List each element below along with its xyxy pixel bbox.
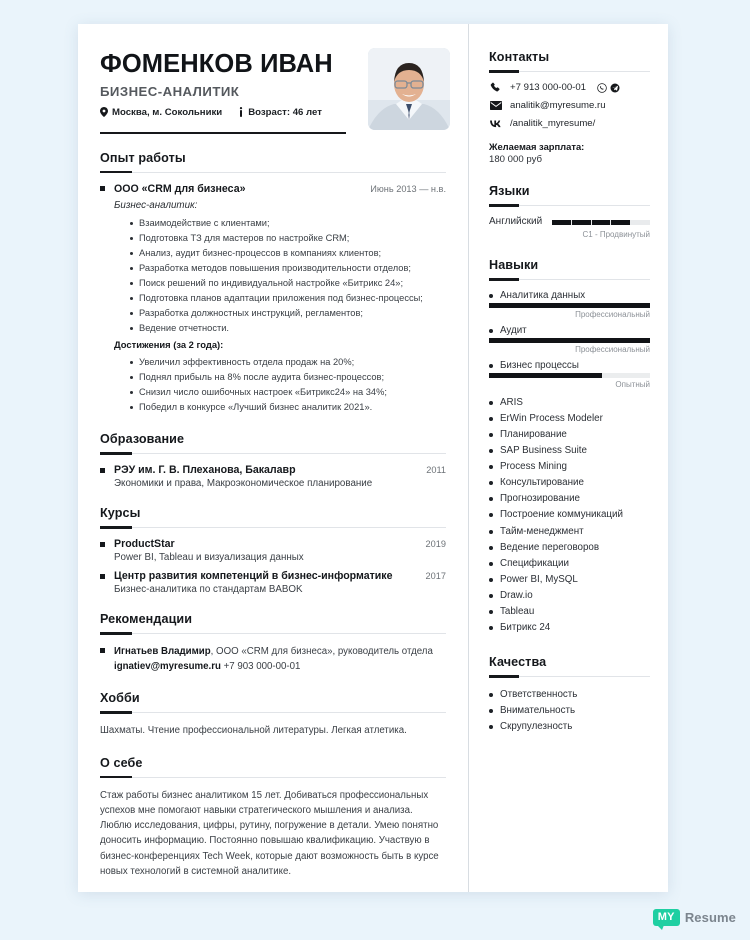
list-item: Внимательность [489, 703, 650, 719]
header-meta [100, 107, 346, 118]
section-title-contacts: Контакты [489, 50, 550, 64]
contact-phone-text: +7 913 000-00-01 [510, 82, 587, 93]
list-item: Снизил число ошибочных настроек «Битрикс24» на 34%; [130, 385, 446, 400]
experience-duties [114, 216, 446, 336]
skill-name: Аналитика данных [489, 290, 650, 301]
location-pin-icon [100, 107, 108, 117]
language-name: Английский [489, 216, 543, 227]
recommendation-role: , ООО «CRM для бизнеса», руководитель отдела [210, 646, 433, 658]
section-title-hobbies: Хобби [100, 691, 140, 706]
skill-fill [489, 373, 602, 378]
course-detail: Power BI, Tableau и визуализация данных [114, 552, 304, 564]
list-item: Подготовка ТЗ для мастеров по настройке CRM; [130, 231, 446, 246]
vk-icon [489, 119, 502, 128]
list-item: Поиск решений по индивидуальной настройке «Битрикс 24»; [130, 276, 446, 291]
language-item [489, 216, 650, 239]
section-underline [489, 205, 650, 206]
list-item: Скрупулезность [489, 719, 650, 735]
skill-fill [489, 338, 650, 343]
achievements-title: Достижения (за 2 года): [114, 338, 224, 350]
salary-value: 180 000 руб [489, 154, 542, 165]
language-segment [611, 220, 630, 225]
list-item: Подготовка планов адаптации приложения под бизнес-процессы; [130, 291, 446, 306]
skill-rated [489, 360, 650, 389]
myresume-logo[interactable] [653, 909, 736, 926]
section-title-courses: Курсы [100, 506, 141, 521]
experience-position: Бизнес-аналитик: [114, 199, 198, 211]
section-recommendations [100, 612, 446, 674]
course-date: 2019 [425, 539, 446, 550]
education-school: РЭУ им. Г. В. Плеханова, Бакалавр [114, 464, 296, 477]
messenger-icons [597, 83, 620, 93]
qualities-list [489, 687, 650, 735]
language-segment [572, 220, 591, 225]
list-item: Консультирование [489, 475, 650, 491]
list-item: ErWin Process Modeler [489, 411, 650, 427]
education-item [100, 464, 446, 489]
list-item: Прогнозирование [489, 491, 650, 507]
section-hobbies [100, 691, 446, 738]
contact-phone[interactable] [489, 82, 650, 93]
language-segment [631, 220, 650, 225]
list-item: Draw.io [489, 588, 650, 604]
section-title-qualities: Качества [489, 654, 547, 669]
section-underline [489, 71, 650, 72]
section-underline [100, 172, 446, 173]
list-item: Битрикс 24 [489, 620, 650, 636]
section-title-about: О себе [100, 755, 143, 770]
telegram-icon[interactable] [610, 83, 620, 93]
education-date: 2011 [426, 465, 446, 476]
course-item [100, 538, 446, 563]
section-qualities [489, 655, 650, 735]
list-item: Ведение отчетности. [130, 321, 446, 336]
age-meta [238, 107, 322, 118]
skill-level-label: Опытный [615, 380, 650, 389]
course-name: Центр развития компетенций в бизнес-информатике [114, 570, 393, 583]
contact-vk[interactable] [489, 118, 650, 129]
contact-email[interactable] [489, 100, 650, 111]
section-underline [100, 527, 446, 528]
skill-rated [489, 325, 650, 354]
section-title-education: Образование [100, 432, 185, 447]
section-about [100, 756, 446, 880]
course-detail: Бизнес-аналитика по стандартам BABOK [114, 584, 303, 596]
list-item: Планирование [489, 427, 650, 443]
section-underline [100, 633, 446, 634]
list-item: Победил в конкурсе «Лучший бизнес аналитик 2021». [130, 400, 446, 415]
language-segment [592, 220, 611, 225]
skills-list [489, 395, 650, 636]
section-underline [100, 777, 446, 778]
list-item: Разработка методов повышения производительности отделов; [130, 261, 446, 276]
section-education [100, 432, 446, 489]
location-meta [100, 107, 222, 118]
contact-vk-text: /analitik_myresume/ [510, 118, 596, 129]
section-title-experience: Опыт работы [100, 150, 186, 165]
experience-item [100, 183, 446, 416]
section-underline [100, 453, 446, 454]
experience-date: Июнь 2013 — н.в. [370, 183, 446, 194]
list-item: Разработка должностных инструкций, регламентов; [130, 306, 446, 321]
list-item: Анализ, аудит бизнес-процессов в компаниях клиентов; [130, 246, 446, 261]
skill-rated [489, 290, 650, 319]
resume-sheet [78, 24, 668, 892]
contact-email-text: analitik@myresume.ru [510, 100, 606, 111]
education-detail: Экономики и права, Макроэкономическое планирование [114, 478, 373, 490]
list-item: Ведение переговоров [489, 540, 650, 556]
section-skills [489, 258, 650, 636]
envelope-icon [489, 101, 502, 110]
course-name: ProductStar [114, 538, 175, 551]
recommendation-item [100, 644, 446, 674]
whatsapp-icon[interactable] [597, 83, 607, 93]
hobbies-text: Шахматы. Чтение профессиональной литературы. Легкая атлетика. [100, 725, 407, 737]
list-item: Увеличил эффективность отдела продаж на 20%; [130, 355, 446, 370]
skill-level-label: Профессиональный [575, 345, 650, 354]
skill-name: Бизнес процессы [489, 360, 650, 371]
section-courses [100, 506, 446, 595]
list-item: Ответственность [489, 687, 650, 703]
list-item: Поднял прибыль на 8% после аудита бизнес-процессов; [130, 370, 446, 385]
avatar [368, 48, 450, 130]
recommendation-phone[interactable]: +7 903 000-00-01 [223, 661, 301, 673]
section-contacts [489, 50, 650, 165]
list-item: Process Mining [489, 459, 650, 475]
list-item: Тайм-менеджмент [489, 524, 650, 540]
logo-badge: MY [653, 909, 680, 926]
course-item [100, 570, 446, 595]
logo-text: Resume [684, 910, 736, 925]
section-title-skills: Навыки [489, 258, 539, 272]
resume-main-column [78, 24, 468, 892]
list-item: Power BI, MySQL [489, 572, 650, 588]
skill-name: Аудит [489, 325, 650, 336]
list-item: Взаимодействие с клиентами; [130, 216, 446, 231]
skill-track [489, 303, 650, 308]
list-item: Спецификации [489, 556, 650, 572]
list-item: Построение коммуникаций [489, 507, 650, 523]
section-underline [489, 676, 650, 677]
section-title-recommendations: Рекомендации [100, 612, 193, 627]
section-title-languages: Языки [489, 184, 530, 198]
list-item: SAP Business Suite [489, 443, 650, 459]
salary-label: Желаемая зарплата: [489, 141, 585, 152]
about-text: Стаж работы бизнес аналитиком 15 лет. Добиваться профессиональных успехов мне помогают навыки стратегического мышления и анализа. Люблю исследования, цифры, рутину, погружение в детали. Умею понятно доносить информацию. Постоянно повышаю квалификацию. Участвую в бизнес-конференциях Tech Week, которые дают возможность быть в курсе новых технологий в системной аналитике. [100, 789, 439, 878]
recommendation-email[interactable]: ignatiev@myresume.ru [114, 661, 221, 673]
list-item: ARIS [489, 395, 650, 411]
course-date: 2017 [425, 571, 446, 582]
experience-company: ООО «CRM для бизнеса» [114, 182, 246, 195]
section-underline [489, 279, 650, 280]
section-languages [489, 184, 650, 239]
phone-icon [489, 82, 502, 93]
skill-fill [489, 303, 650, 308]
section-underline [100, 712, 446, 713]
skill-level-label: Профессиональный [575, 310, 650, 319]
recommendation-person: Игнатьев Владимир [114, 646, 211, 658]
section-experience [100, 151, 446, 416]
list-item: Tableau [489, 604, 650, 620]
skill-track [489, 373, 650, 378]
language-segment [552, 220, 571, 225]
language-level-label: C1 - Продвинутый [582, 230, 650, 239]
experience-achievements [114, 355, 446, 415]
resume-header [100, 50, 446, 134]
age-text: Возраст: 46 лет [248, 106, 322, 118]
resume-sidebar [468, 24, 668, 892]
info-icon [238, 107, 244, 117]
job-title: БИЗНЕС-АНАЛИТИК [100, 83, 240, 99]
skill-track [489, 338, 650, 343]
page-title: ФОМЕНКОВ ИВАН [100, 50, 333, 78]
location-text: Москва, м. Сокольники [112, 106, 223, 118]
language-level-bar [552, 220, 650, 225]
header-divider [100, 132, 346, 134]
